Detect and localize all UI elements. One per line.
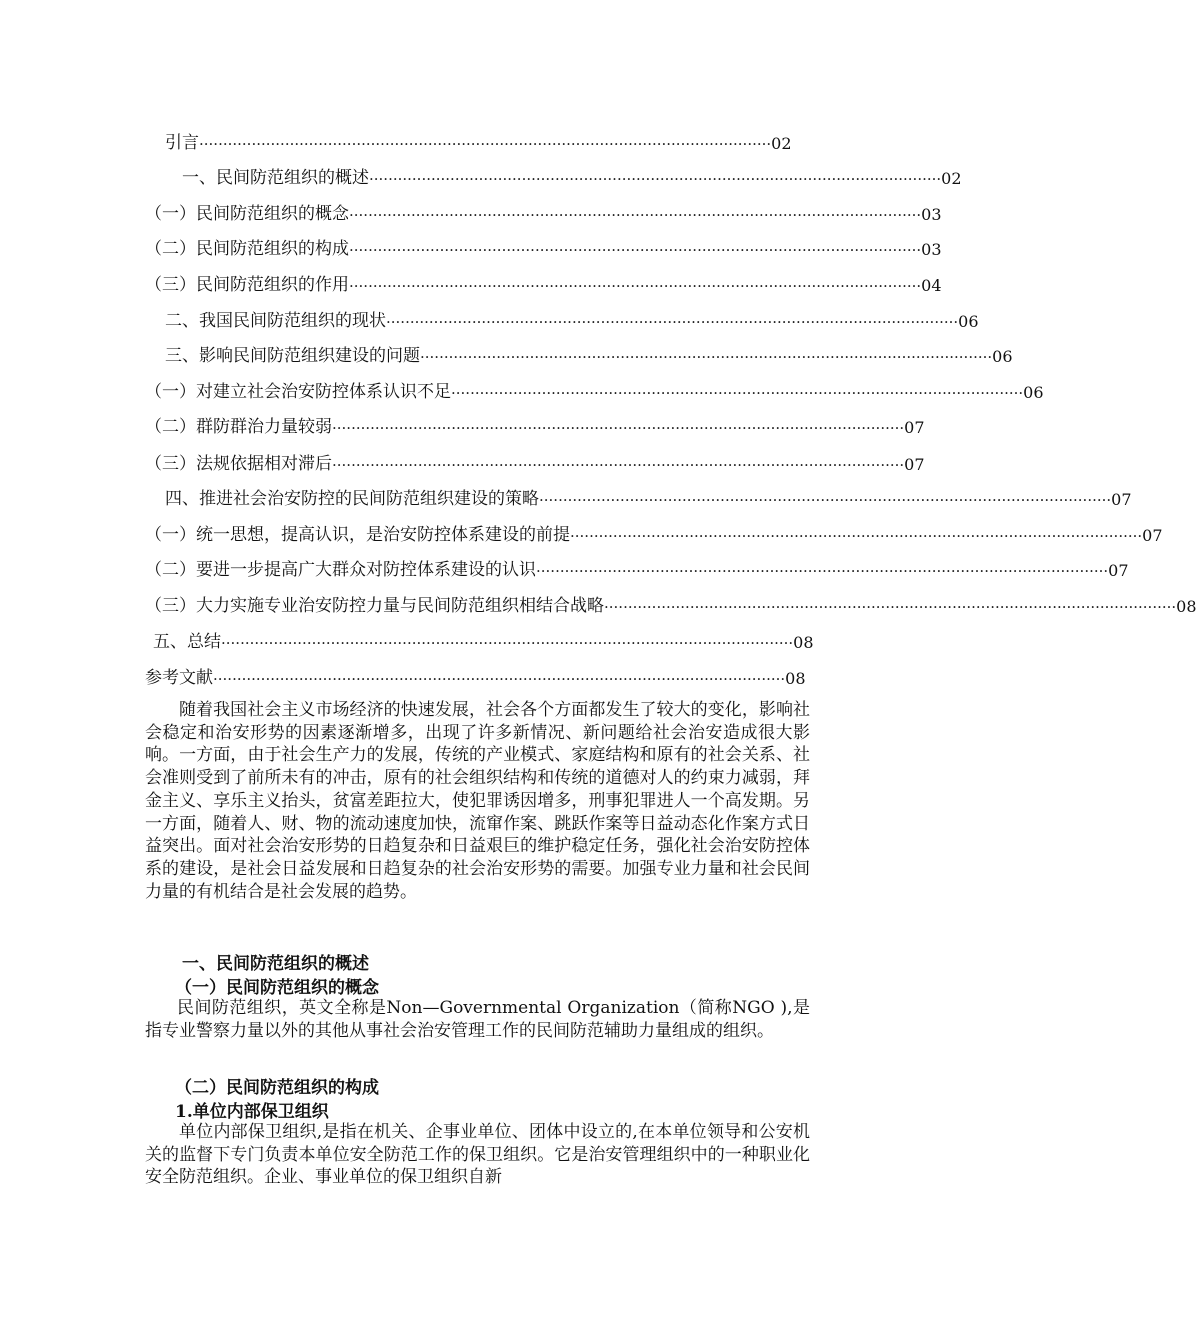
toc-entry-title: （一）对建立社会治安防控体系认识不足 [145, 382, 451, 402]
toc-entry-page: 06 [1023, 383, 1044, 402]
toc-entry [145, 198, 942, 224]
toc-leader: ························································································································ [349, 241, 922, 259]
toc-entry-page: 03 [921, 240, 942, 259]
toc-entry-page: 07 [1142, 526, 1163, 545]
toc-entry-title: （一）民间防范组织的概念 [145, 204, 349, 224]
toc-leader: ························································································································ [369, 170, 942, 188]
toc-entry-title: （二）要进一步提高广大群众对防控体系建设的认识 [145, 560, 536, 580]
toc-entry [145, 411, 925, 437]
toc-leader: ························································································································ [570, 527, 1143, 545]
toc-entry [145, 590, 1197, 616]
toc-entry-title: （三）民间防范组织的作用 [145, 275, 349, 295]
toc-entry [145, 448, 925, 474]
toc-entry-title: （三）大力实施专业治安防控力量与民间防范组织相结合战略 [145, 596, 604, 616]
toc-entry-page: 07 [1108, 561, 1129, 580]
toc-entry-page: 07 [904, 455, 925, 474]
toc-entry-page: 07 [1111, 490, 1132, 509]
toc-leader: ························································································································ [349, 277, 922, 295]
toc-leader: ························································································································ [536, 562, 1109, 580]
concept-paragraph: 民间防范组织，英文全称是Non—Governmental Organization（简称NGO ),是指专业警察力量以外的其他从事社会治安管理工作的民间防范辅助力量组成的组织。 [145, 998, 810, 1041]
toc-entry [165, 483, 1132, 509]
toc-entry-title: （二）群防群治力量较弱 [145, 417, 332, 437]
toc-leader: ························································································································ [213, 670, 786, 688]
toc-entry-title: （一）统一思想，提高认识，是治安防控体系建设的前提 [145, 525, 570, 545]
toc-leader: ························································································································ [221, 634, 794, 652]
toc-entry-page: 03 [921, 205, 942, 224]
unit-paragraph: 单位内部保卫组织,是指在机关、企事业单位、团体中设立的,在本单位领导和公安机关的监督下专门负责本单位安全防范工作的保卫组织。它是治安管理组织中的一种职业化安全防范组织。企业、事业单位的保卫组织自新 [145, 1122, 810, 1188]
toc-entry [145, 269, 942, 295]
subsection-heading: （一）民间防范组织的概念 [175, 978, 379, 998]
toc-entry-title: （二）民间防范组织的构成 [145, 239, 349, 259]
toc-entry-title: 参考文献 [145, 668, 213, 688]
subsection-heading: （二）民间防范组织的构成 [175, 1078, 379, 1098]
toc-entry [165, 127, 792, 153]
toc-leader: ························································································································ [199, 135, 772, 153]
toc-entry-page: 08 [1176, 597, 1197, 616]
toc-leader: ························································································································ [386, 313, 959, 331]
toc-entry-page: 06 [992, 347, 1013, 366]
toc-entry [153, 626, 814, 652]
toc-leader: ························································································································ [332, 456, 905, 474]
toc-entry [145, 519, 1163, 545]
toc-leader: ························································································································ [349, 206, 922, 224]
toc-entry-page: 08 [793, 633, 814, 652]
toc-entry [165, 305, 979, 331]
toc-entry-title: 引言 [165, 133, 199, 153]
toc-entry-page: 06 [958, 312, 979, 331]
toc-entry-page: 02 [771, 134, 792, 153]
section-heading: 一、民间防范组织的概述 [182, 954, 369, 974]
toc-entry-title: 二、我国民间防范组织的现状 [165, 311, 386, 331]
subsubsection-heading: 1.单位内部保卫组织 [175, 1102, 329, 1122]
toc-entry-title: 五、总结 [153, 632, 221, 652]
toc-entry [165, 340, 1013, 366]
toc-entry [145, 554, 1129, 580]
toc-leader: ························································································································ [539, 491, 1112, 509]
toc-entry-page: 02 [941, 169, 962, 188]
toc-entry [145, 233, 942, 259]
toc-leader: ························································································································ [604, 598, 1177, 616]
toc-entry [145, 376, 1044, 402]
toc-entry-page: 08 [785, 669, 806, 688]
toc-entry-title: （三）法规依据相对滞后 [145, 454, 332, 474]
toc-entry [145, 662, 806, 688]
toc-entry-title: 三、影响民间防范组织建设的问题 [165, 346, 420, 366]
toc-leader: ························································································································ [420, 348, 993, 366]
toc-entry [182, 162, 962, 188]
toc-entry-title: 一、民间防范组织的概述 [182, 168, 369, 188]
toc-entry-page: 07 [904, 418, 925, 437]
toc-entry-title: 四、推进社会治安防控的民间防范组织建设的策略 [165, 489, 539, 509]
toc-leader: ························································································································ [451, 384, 1024, 402]
toc-leader: ························································································································ [332, 419, 905, 437]
intro-paragraph: 随着我国社会主义市场经济的快速发展，社会各个方面都发生了较大的变化，影响社会稳定和治安形势的因素逐渐增多，出现了许多新情况、新问题给社会治安造成很大影响。一方面，由于社会生产力的发展，传统的产业模式、家庭结构和原有的社会关系、社会准则受到了前所未有的冲击，原有的社会组织结构和传统的道德对人的约束力减弱，拜金主义、享乐主义抬头，贫富差距拉大，使犯罪诱因增多，刑事犯罪进人一个高发期。另一方面，随着人、财、物的流动速度加快，流窜作案、跳跃作案等日益动态化作案方式日益突出。面对社会治安形势的日趋复杂和日益艰巨的维护稳定任务，强化社会治安防控体系的建设，是社会日益发展和日趋复杂的社会治安形势的需要。加强专业力量和社会民间力量的有机结合是社会发展的趋势。 [145, 700, 810, 902]
toc-entry-page: 04 [921, 276, 942, 295]
